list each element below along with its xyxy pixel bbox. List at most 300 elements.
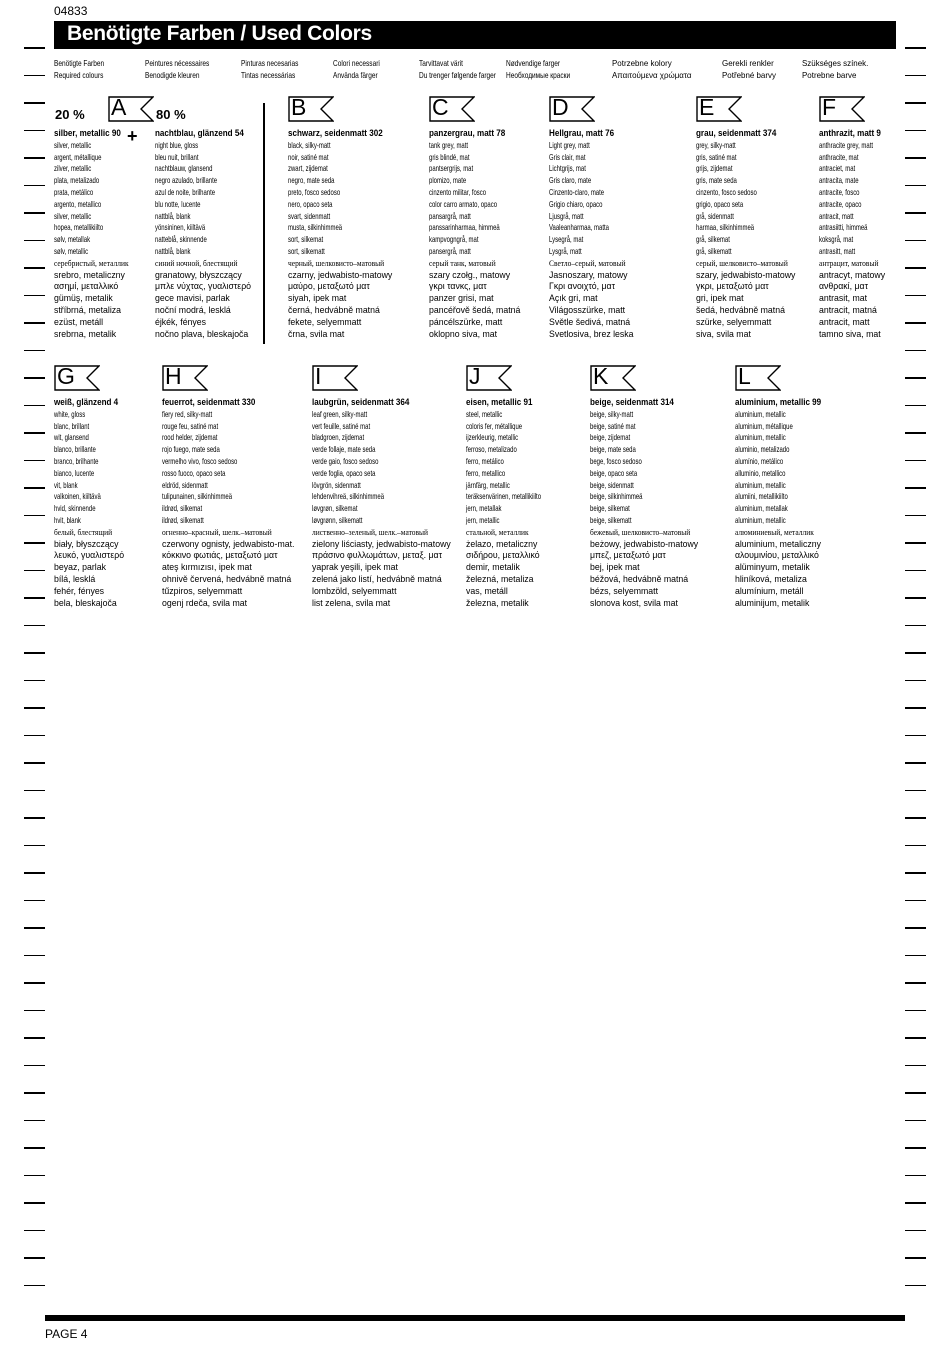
margin-tick — [24, 405, 45, 407]
color-heading: laubgrün, seidenmatt 364 — [312, 397, 410, 408]
margin-tick — [905, 1147, 926, 1149]
color-name: ασημί, μεταλλικό — [54, 281, 119, 293]
margin-tick — [24, 927, 45, 929]
color-name-cyrillic: серый танк, матовый — [429, 257, 496, 268]
color-letter: E — [699, 94, 715, 120]
color-name: črna, svila mat — [288, 328, 345, 340]
color-name-small: antracite, opaco — [819, 198, 862, 209]
required-colours-label: Required colours — [54, 70, 104, 80]
color-name-small: nachtblauw, glansend — [155, 163, 213, 174]
color-letter-flag — [466, 365, 512, 391]
required-colours-entry — [506, 57, 570, 81]
color-letter-flag — [696, 96, 742, 122]
margin-tick — [24, 817, 45, 819]
color-name-small: bianco, lucente — [54, 467, 95, 478]
mix-percent-b: 80 % — [156, 107, 186, 122]
margin-tick — [905, 130, 926, 132]
color-name: fehér, fényes — [54, 585, 105, 597]
color-name-small: sort, silkemat — [288, 234, 324, 245]
color-name-cyrillic: огненно–красный, шелк.–матовый — [162, 526, 272, 537]
margin-tick — [905, 377, 926, 379]
margin-tick — [905, 542, 926, 544]
color-heading: weiß, glänzend 4 — [54, 397, 119, 408]
color-name-cyrillic: стальной, металлик — [466, 526, 529, 537]
color-letter-flag — [312, 365, 358, 391]
margin-tick — [905, 75, 926, 77]
color-name-small: Light grey, matt — [549, 139, 590, 150]
title-bar — [54, 21, 896, 49]
color-letter: D — [552, 94, 569, 120]
color-name: hliníková, metaliza — [735, 573, 807, 585]
margin-tick — [24, 982, 45, 984]
color-name: Světle šedivá, matná — [549, 316, 631, 328]
color-name-small: blanco, brillante — [54, 444, 96, 455]
color-name-small: Lysegrå, mat — [549, 234, 584, 245]
color-name: beżowy, jedwabisto-matowy — [590, 538, 699, 550]
margin-tick — [24, 1257, 45, 1259]
color-name: železná, metaliza — [466, 573, 534, 585]
color-heading: feuerrot, seidenmatt 330 — [162, 397, 256, 408]
color-names — [735, 397, 836, 609]
color-name: vas, metáll — [466, 585, 508, 597]
margin-tick — [24, 1202, 45, 1204]
color-name: bej, ipek mat — [590, 562, 640, 574]
margin-tick — [24, 350, 45, 352]
margin-tick — [905, 240, 926, 242]
color-name-small: beige, zijdemat — [590, 432, 631, 443]
margin-tick — [905, 102, 926, 104]
color-name-small: sølv, metallic — [54, 245, 89, 256]
margin-tick — [905, 157, 926, 159]
color-name-small: preto, fosco sedoso — [288, 186, 341, 197]
margin-tick — [24, 900, 45, 902]
color-name-small: anthracite, mat — [819, 151, 859, 162]
color-name: ogenj rdeča, svila mat — [162, 597, 248, 609]
color-name: alüminyum, metalik — [735, 562, 810, 574]
color-name-small: beige, opaco seta — [590, 467, 638, 478]
color-name: bézs, selyemmatt — [590, 585, 659, 597]
color-names — [162, 397, 306, 609]
color-name-small: rouge feu, satiné mat — [162, 420, 219, 431]
required-colours-label: Colori necessari — [333, 58, 380, 68]
color-name: czerwony ognisty, jedwabisto-mat. — [162, 538, 295, 550]
color-letter-flag — [162, 365, 208, 391]
color-name-small: gris, satiné mat — [696, 151, 737, 162]
required-colours-label: Benötigte Farben — [54, 58, 105, 68]
color-letter-flag — [819, 96, 865, 122]
color-name: srebro, metaliczny — [54, 269, 125, 281]
margin-tick — [24, 1120, 45, 1122]
margin-tick — [905, 322, 926, 324]
required-colours-label: Tintas necessárias — [241, 70, 296, 80]
color-name-cyrillic: черный, шелковисто–матовый — [288, 257, 385, 268]
color-name-small: leaf green, silky-matt — [312, 408, 368, 419]
color-name-small: beige, satiné mat — [590, 420, 636, 431]
color-name: γκρι τανκς, ματ — [429, 281, 487, 293]
color-name-small: alluminio, metallico — [735, 467, 786, 478]
color-name: béžová, hedvábně matná — [590, 573, 689, 585]
color-name-small: vert feuille, satiné mat — [312, 420, 371, 431]
color-name-small: bladgroen, zijdemat — [312, 432, 365, 443]
color-name-small: beige, silky-matt — [590, 408, 634, 419]
color-name-small: aluminium, métallique — [735, 420, 793, 431]
margin-tick — [24, 872, 45, 874]
color-name-small: aluminium, metallic — [735, 432, 786, 443]
color-name: γκρι, μεταξωτό ματ — [696, 281, 769, 293]
color-heading: beige, seidenmatt 314 — [590, 397, 674, 408]
color-name-small: lehdenvihreä, silkinhimmeä — [312, 491, 385, 502]
margin-tick — [24, 790, 45, 792]
color-letter: C — [432, 94, 449, 120]
required-colours-label: Pinturas necesarias — [241, 58, 299, 68]
color-heading: panzergrau, matt 78 — [429, 128, 506, 139]
margin-tick — [24, 652, 45, 654]
color-name: σιδήρου, μεταλλικό — [466, 550, 540, 562]
color-name-cyrillic: антрацит, матовый — [819, 257, 879, 268]
color-name: antracit, matná — [819, 304, 877, 316]
color-name-small: bege, fosco sedoso — [590, 455, 642, 466]
margin-tick — [24, 487, 45, 489]
color-name-small: negro azulado, brillante — [155, 175, 218, 186]
color-names — [549, 128, 641, 340]
color-names — [819, 128, 894, 340]
color-name-small: kampvogngrå, mat — [429, 234, 479, 245]
margin-tick — [905, 570, 926, 572]
color-name-small: rosso fuoco, opaco seta — [162, 467, 226, 478]
color-name-small: rojo fuego, mate seda — [162, 444, 220, 455]
margin-tick — [905, 1065, 926, 1067]
required-colours-label: Nødvendige farger — [506, 58, 561, 68]
color-name: μπλε νύχτας, γυαλιστερό — [155, 281, 252, 293]
margin-tick — [24, 240, 45, 242]
color-name: aluminijum, metalik — [735, 597, 810, 609]
margin-tick — [24, 1092, 45, 1094]
color-name: szürke, selyemmatt — [696, 316, 772, 328]
color-name-small: tank grey, matt — [429, 139, 469, 150]
margin-tick — [905, 295, 926, 297]
color-name-small: silver, metallic — [54, 139, 92, 150]
margin-tick — [905, 982, 926, 984]
color-name-small: antracit, matt — [819, 210, 854, 221]
margin-tick — [24, 1230, 45, 1232]
color-name-small: nattblå, blank — [155, 210, 191, 221]
color-name: granatowy, błyszczący — [155, 269, 242, 281]
color-name-small: ildrød, silkemat — [162, 503, 203, 514]
required-colours-label: Potrzebne kolory — [612, 58, 672, 68]
margin-tick — [905, 267, 926, 269]
color-name: Γκρι ανοιχτό, ματ — [549, 281, 616, 293]
required-colours-label: Απαιτούμενα χρώματα — [612, 70, 692, 80]
margin-tick — [905, 212, 926, 214]
color-name-small: ferroso, metalizado — [466, 444, 517, 455]
margin-tick — [24, 1175, 45, 1177]
color-names — [288, 128, 401, 340]
color-name-small: plomizo, mate — [429, 175, 467, 186]
color-name-small: plata, metalizado — [54, 175, 100, 186]
color-name-cyrillic: лиственно–зеленый, шелк.–матовый — [312, 526, 429, 537]
color-name-small: yönsininen, kiiltävä — [155, 222, 206, 233]
color-name: šedá, hedvábně matná — [696, 304, 785, 316]
color-name: fekete, selyemmatt — [288, 316, 362, 328]
color-name: gri, ipek mat — [696, 293, 744, 305]
margin-tick — [905, 1230, 926, 1232]
color-letter-flag — [429, 96, 475, 122]
color-name-small: Cinzento-claro, mate — [549, 186, 605, 197]
color-name-small: aluminium, metallak — [735, 503, 788, 514]
margin-tick — [905, 1092, 926, 1094]
color-name-small: branco, brilhante — [54, 455, 99, 466]
color-names — [54, 128, 139, 340]
color-name: bela, bleskajoča — [54, 597, 117, 609]
color-name-small: night blue, gloss — [155, 139, 199, 150]
color-name-small: pansargrå, matt — [429, 210, 471, 221]
color-name-small: grå, silkematt — [696, 245, 732, 256]
color-name-small: hvid, skinnende — [54, 503, 96, 514]
margin-tick — [905, 1175, 926, 1177]
color-name-small: natteblå, skinnende — [155, 234, 207, 245]
margin-tick — [24, 625, 45, 627]
color-name-small: beige, silkinhimmeä — [590, 491, 643, 502]
color-name-small: antrasiitti, himmeä — [819, 222, 868, 233]
color-name: λευκό, γυαλιστερό — [54, 550, 125, 562]
color-letter-flag — [54, 365, 100, 391]
margin-tick — [905, 597, 926, 599]
color-name-small: azul de noite, brilhante — [155, 186, 216, 197]
document-code: 04833 — [54, 4, 88, 18]
color-name-small: pantsergrijs, mat — [429, 163, 474, 174]
color-name: tűzpiros, selyemmatt — [162, 585, 243, 597]
color-name: szary czołg., matowy — [429, 269, 511, 281]
margin-tick — [905, 872, 926, 874]
color-name-small: cinzento militar, fosco — [429, 186, 487, 197]
color-names — [54, 397, 130, 609]
color-name: biały, błyszczący — [54, 538, 119, 550]
color-name-small: alumiini, metallikiilto — [735, 491, 788, 502]
color-name-small: vermelho vivo, fosco sedoso — [162, 455, 238, 466]
color-name-small: steel, metallic — [466, 408, 503, 419]
color-name: Açık gri, mat — [549, 293, 598, 305]
color-name-small: zwart, zijdemat — [288, 163, 328, 174]
required-colours-entry — [333, 57, 380, 81]
color-name-small: antracita, mate — [819, 175, 859, 186]
margin-tick — [24, 955, 45, 957]
color-name: zelená jako listí, hedvábně matná — [312, 573, 442, 585]
color-name: páncélszürke, matt — [429, 316, 503, 328]
margin-tick — [905, 515, 926, 517]
required-colours-entry — [612, 57, 692, 81]
color-name-small: Gris claro, mate — [549, 175, 592, 186]
required-colours-label: Potřebné barvy — [722, 70, 776, 80]
color-name-small: hopea, metallikiilto — [54, 222, 104, 233]
margin-tick — [905, 680, 926, 682]
color-name-small: zilver, metallic — [54, 163, 92, 174]
color-name-small: Lysgrå, matt — [549, 245, 582, 256]
margin-tick — [24, 295, 45, 297]
required-colours-label: Benodigde kleuren — [145, 70, 200, 80]
margin-tick — [24, 1010, 45, 1012]
color-name: alumínium, metáll — [735, 585, 804, 597]
margin-tick — [24, 267, 45, 269]
color-name-small: ijzerkleurig, metallic — [466, 432, 519, 443]
margin-tick — [24, 680, 45, 682]
margin-tick — [905, 1120, 926, 1122]
margin-tick — [905, 707, 926, 709]
color-name: yaprak yeşili, ipek mat — [312, 562, 398, 574]
color-name-small: sort, silkematt — [288, 245, 325, 256]
margin-tick — [905, 625, 926, 627]
color-letter: I — [315, 363, 322, 389]
color-name: siyah, ipek mat — [288, 293, 347, 305]
margin-tick — [905, 762, 926, 764]
color-name: srebrna, metalik — [54, 328, 117, 340]
color-name-small: lövgrön, sidenmatt — [312, 479, 361, 490]
color-name-cyrillic: серый, шелковисто–матовый — [696, 257, 788, 268]
color-name-small: blanc, brillant — [54, 420, 90, 431]
color-name: ohnivě červená, hedvábně matná — [162, 573, 292, 585]
required-colours-label: Gerekli renkler — [722, 58, 774, 68]
margin-tick — [24, 157, 45, 159]
margin-tick — [905, 405, 926, 407]
color-name-small: koksgrå, mat — [819, 234, 854, 245]
color-name-small: antraciet, mat — [819, 163, 856, 174]
color-name-small: teräksenvärinen, metallikiilto — [466, 491, 542, 502]
margin-tick — [905, 790, 926, 792]
color-name: Svetlosiva, brez leska — [549, 328, 634, 340]
color-name-small: color carro armato, opaco — [429, 198, 498, 209]
margin-tick — [24, 460, 45, 462]
color-name: antracyt, matowy — [819, 269, 886, 281]
color-name: gümüş, metalik — [54, 293, 113, 305]
color-letter-flag — [590, 365, 636, 391]
color-name-small: beige, silkematt — [590, 514, 632, 525]
color-name: μπεζ, μεταξωτό ματ — [590, 550, 666, 562]
color-name: slonova kost, svila mat — [590, 597, 678, 609]
color-name-small: sølv, metallak — [54, 234, 91, 245]
color-name-small: nattblå, blank — [155, 245, 191, 256]
color-name-small: grigio, opaco seta — [696, 198, 744, 209]
margin-tick — [24, 735, 45, 737]
color-name: czarny, jedwabisto-matowy — [288, 269, 393, 281]
color-name: szary, jedwabisto-matowy — [696, 269, 796, 281]
color-name-small: cinzento, fosco sedoso — [696, 186, 757, 197]
color-name: ezüst, metáll — [54, 316, 104, 328]
color-name-small: grå, sidenmatt — [696, 210, 734, 221]
color-name: siva, svila mat — [696, 328, 751, 340]
color-name-small: hvit, blank — [54, 514, 81, 525]
color-letter: L — [738, 363, 751, 389]
color-heading: silber, metallic 90 — [54, 128, 121, 139]
color-name-small: antrasitt, matt — [819, 245, 856, 256]
margin-tick — [905, 1257, 926, 1259]
color-name: Jasnoszary, matowy — [549, 269, 628, 281]
color-name: nočno plava, bleskajoča — [155, 328, 249, 340]
color-name-small: prata, metálico — [54, 186, 94, 197]
color-name-small: alumínio, metálico — [735, 455, 784, 466]
margin-tick — [24, 212, 45, 214]
color-name-small: argent, métallique — [54, 151, 102, 162]
margin-tick — [24, 185, 45, 187]
color-name-small: aluminio, metalizado — [735, 444, 790, 455]
color-name-small: musta, silkinhimmeä — [288, 222, 343, 233]
color-name-small: rood helder, zijdemat — [162, 432, 218, 443]
required-colours-label: Potrebne barve — [802, 70, 857, 80]
color-letter: F — [822, 94, 837, 120]
color-name-small: ildrød, silkematt — [162, 514, 204, 525]
color-name: gece mavisi, parlak — [155, 293, 230, 305]
color-letter: K — [593, 363, 609, 389]
color-name: černá, hedvábně matná — [288, 304, 380, 316]
color-letter-flag — [288, 96, 334, 122]
color-name-small: aluminium, metallic — [735, 479, 786, 490]
margin-tick — [24, 102, 45, 104]
color-name-small: nero, opaco seta — [288, 198, 333, 209]
color-name: noční modrá, lesklá — [155, 304, 231, 316]
required-colours-label: Peintures nécessaires — [145, 58, 210, 68]
margin-tick — [905, 927, 926, 929]
color-name: antracit, matt — [819, 316, 870, 328]
color-names — [590, 397, 708, 609]
margin-tick — [24, 597, 45, 599]
color-name: antrasit, mat — [819, 293, 868, 305]
color-name-small: gris blindé, mat — [429, 151, 470, 162]
color-name-small: beige, mate seda — [590, 444, 636, 455]
margin-tick — [905, 487, 926, 489]
color-heading: eisen, metallic 91 — [466, 397, 533, 408]
margin-tick — [905, 817, 926, 819]
required-colours-label: Tarvittavat värit — [419, 58, 463, 68]
color-name-small: aluminium, metallic — [735, 408, 786, 419]
margin-tick — [905, 350, 926, 352]
page-title: Benötigte Farben / Used Colors — [67, 22, 372, 45]
margin-tick — [24, 845, 45, 847]
color-name-small: antracite, fosco — [819, 186, 860, 197]
color-letter-flag — [108, 96, 154, 122]
mix-divider — [263, 103, 265, 344]
color-name: μαύρο, μεταξωτό ματ — [288, 281, 370, 293]
color-name: bílá, lesklá — [54, 573, 96, 585]
margin-tick — [905, 900, 926, 902]
color-heading: Hellgrau, matt 76 — [549, 128, 615, 139]
footer-bar — [45, 1315, 905, 1321]
color-letter: A — [111, 94, 127, 120]
color-name-small: verde gaio, fosco sedoso — [312, 455, 379, 466]
color-name: pancéřově šedá, matná — [429, 304, 521, 316]
color-name-small: panssarinharmaa, himmeä — [429, 222, 500, 233]
color-names — [696, 128, 804, 340]
color-name-cyrillic: бежевый, шелковисто–матовый — [590, 526, 691, 537]
color-names — [466, 397, 570, 609]
color-letter: G — [57, 363, 75, 389]
color-name-small: pansergrå, matt — [429, 245, 471, 256]
color-name-small: blu notte, lucente — [155, 198, 201, 209]
color-name: oklopno siva, mat — [429, 328, 498, 340]
color-name-small: wit, glansend — [54, 432, 89, 443]
margin-tick — [905, 432, 926, 434]
color-name-cyrillic: Светло–серый, матовый — [549, 257, 626, 268]
color-name-small: gris, mate seda — [696, 175, 737, 186]
color-name-small: Ljusgrå, matt — [549, 210, 584, 221]
color-name-cyrillic: синий ночной, блестящий — [155, 257, 238, 268]
mix-plus-sign: + — [127, 126, 138, 146]
margin-tick — [24, 542, 45, 544]
color-name-small: verde foglia, opaco seta — [312, 467, 376, 478]
color-name-small: noir, satiné mat — [288, 151, 329, 162]
margin-tick — [905, 735, 926, 737]
color-name: ανθρακί, ματ — [819, 281, 869, 293]
color-name: éjkék, fényes — [155, 316, 207, 328]
color-name: Világosszürke, matt — [549, 304, 626, 316]
color-name: železna, metalik — [466, 597, 529, 609]
